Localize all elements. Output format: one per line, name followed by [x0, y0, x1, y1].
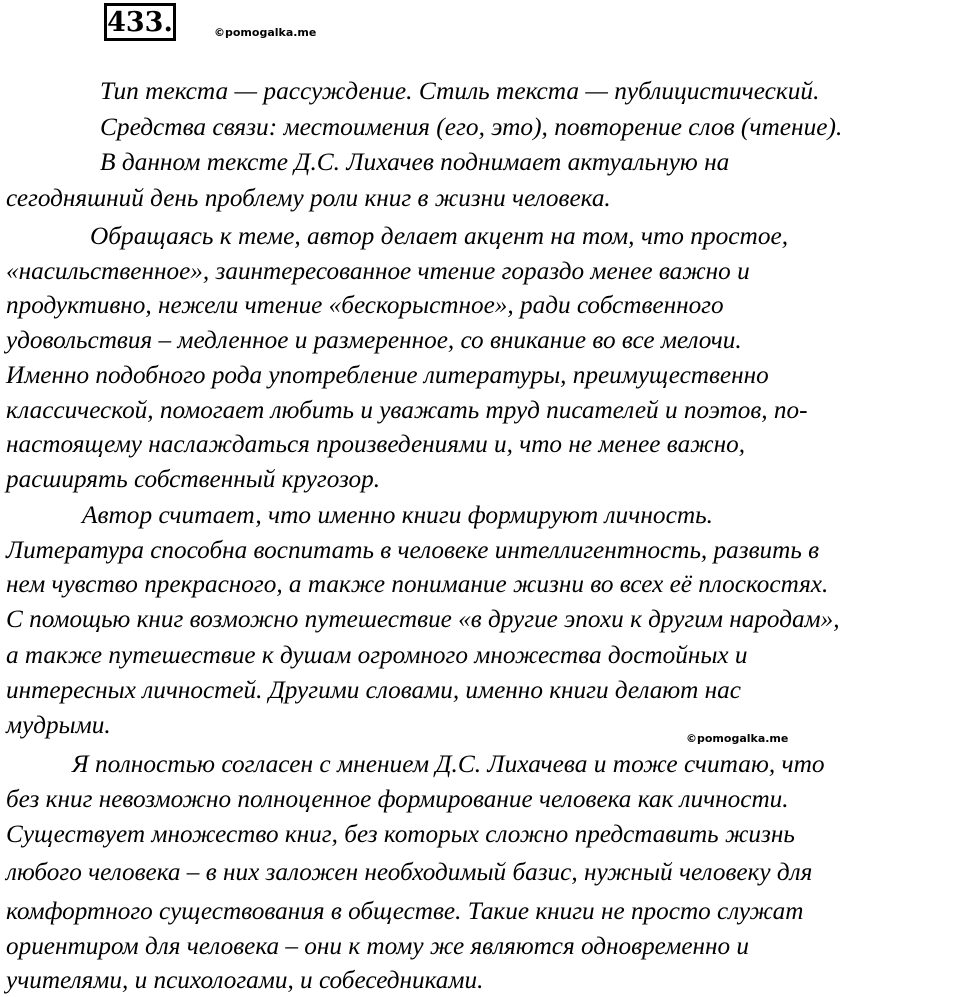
- text-line: Средства связи: местоимения (его, это), повторение слов (чтение).: [100, 112, 843, 141]
- text-line: С помощью книг возможно путешествие «в другие эпохи к другим народам»,: [6, 604, 840, 633]
- text-line: нем чувство прекрасного, а также понимание жизни во всех её плоскостях.: [6, 569, 829, 598]
- text-line: Автор считает, что именно книги формируют личность.: [82, 500, 714, 529]
- text-line: сегодняшний день проблему роли книг в жизни человека.: [6, 183, 611, 212]
- text-line: удовольствия – медленное и размеренное, со вникание во все мелочи.: [6, 325, 742, 354]
- text-line: любого человека – в них заложен необходимый базис, нужный человеку для: [6, 857, 813, 886]
- text-line: Я полностью согласен с мнением Д.С. Лихачева и тоже считаю, что: [72, 749, 825, 778]
- watermark-middle: ©pomogalka.me: [686, 732, 789, 745]
- text-line: В данном тексте Д.С. Лихачев поднимает актуальную на: [100, 147, 730, 176]
- text-line: учителями, и психологами, и собеседниками.: [6, 965, 484, 994]
- text-line: расширять собственный кругозор.: [6, 464, 381, 493]
- text-line: Именно подобного рода употребление литературы, преимущественно: [6, 360, 769, 389]
- text-line: настоящему наслаждаться произведениями и, что не менее важно,: [6, 429, 746, 458]
- text-line: «насильственное», заинтересованное чтение гораздо менее важно и: [6, 256, 750, 285]
- exercise-number: 433.: [104, 3, 176, 41]
- watermark-top: ©pomogalka.me: [214, 26, 317, 39]
- text-line: Обращаясь к теме, автор делает акцент на том, что простое,: [90, 221, 789, 250]
- text-line: а также путешествие к душам огромного множества достойных и: [6, 640, 748, 669]
- text-line: Существует множество книг, без которых сложно представить жизнь: [6, 819, 795, 848]
- text-line: Литература способна воспитать в человеке интеллигентность, развить в: [6, 535, 820, 564]
- text-line: комфортного существования в обществе. Такие книги не просто служат: [6, 896, 804, 925]
- text-line: продуктивно, нежели чтение «бескорыстное», ради собственного: [6, 290, 724, 319]
- text-line: Тип текста — рассуждение. Стиль текста — публицистический.: [100, 76, 820, 105]
- text-line: интересных личностей. Другими словами, именно книги делают нас: [6, 675, 741, 704]
- text-line: классической, помогает любить и уважать труд писателей и поэтов, по-: [6, 395, 808, 424]
- text-line: мудрыми.: [6, 710, 111, 739]
- text-line: ориентиром для человека – они к тому же являются одновременно и: [6, 931, 750, 960]
- text-line: без книг невозможно полноценное формирование человека как личности.: [6, 784, 789, 813]
